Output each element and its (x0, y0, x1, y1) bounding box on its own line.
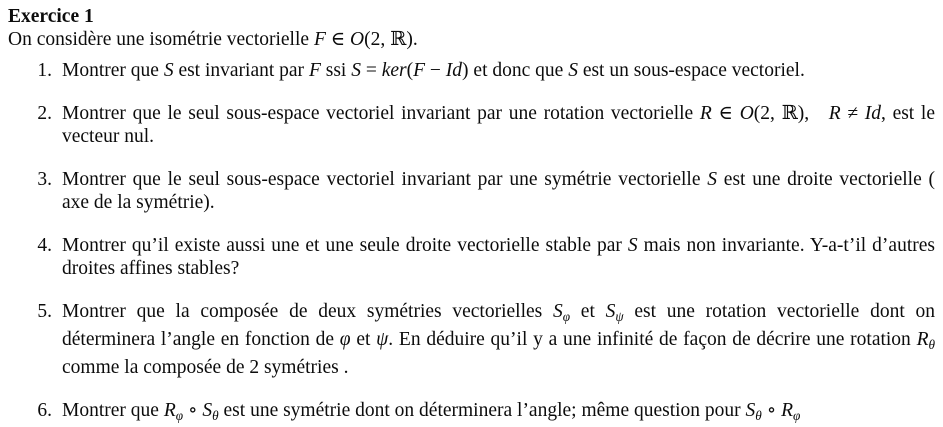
math-italic: Id (445, 60, 463, 81)
question-item-2 (8, 102, 935, 148)
text-run: mais non invariante. Y-a-t’il d’autres droites affines stables? (62, 235, 935, 279)
math-italic: ψ (376, 328, 389, 350)
math-italic: S (605, 301, 616, 322)
question-item-5 (8, 300, 935, 379)
subscript: φ (793, 407, 801, 423)
math-italic: F (413, 60, 426, 81)
text-run: ) et donc que (462, 60, 569, 81)
text-run: est un sous-espace vectoriel. (577, 60, 805, 81)
item-number: 5. (37, 301, 52, 322)
question-item-3 (8, 168, 935, 214)
text-run: Montrer que le seul sous-espace vectoriel invariant par une symétrie vectorielle (62, 169, 708, 190)
text-run: − (425, 60, 446, 81)
question-item-1 (8, 59, 935, 82)
math-italic: S (627, 235, 638, 256)
math-italic: R (699, 103, 712, 124)
math-italic: R (828, 103, 841, 124)
text-run: est une droite vectorielle ( axe de la symétrie). (62, 169, 935, 213)
text-run: et (570, 301, 606, 322)
math-italic: R (916, 328, 929, 350)
text-run: ∈ (325, 29, 351, 50)
text-run: . En déduire qu’il y a une infinité de façon de décrire une rotation (388, 328, 917, 350)
subscript: ψ (615, 308, 624, 324)
text-run: Montrer que (62, 399, 164, 421)
subscript: φ (562, 308, 571, 324)
text-run: est une symétrie dont on déterminera l’angle; même question pour (218, 399, 746, 421)
text-run: est une rotation vectorielle dont on déterminera l’angle en fonction de (62, 301, 935, 350)
question-item-4 (8, 234, 935, 280)
text-run: On considère une isométrie vectorielle (8, 29, 314, 50)
question-item-6 (8, 399, 935, 427)
subscript: θ (755, 407, 762, 423)
subscript: θ (212, 407, 219, 423)
math-italic: S (163, 60, 174, 81)
math-italic: F (313, 29, 326, 50)
question-list (8, 59, 935, 427)
text-run: Montrer que le seul sous-espace vectoriel invariant par une rotation vectorielle (62, 103, 700, 124)
text-run: (2, ℝ), (753, 103, 829, 124)
item-number: 2. (37, 103, 52, 124)
math-italic: S (707, 169, 718, 190)
text-run: ( (406, 60, 414, 81)
item-number: 6. (37, 399, 52, 421)
item-number: 3. (37, 169, 52, 190)
text-run: ≠ (840, 103, 865, 124)
math-italic: S (745, 399, 756, 421)
text-run: , est le vecteur nul. (62, 103, 936, 147)
text-run: = (360, 60, 382, 81)
subscript: φ (175, 407, 184, 423)
text-run: Montrer que la composée de deux symétries vectorielles (62, 301, 553, 322)
item-number: 4. (37, 235, 52, 256)
math-italic: Id (864, 103, 881, 124)
text-run: comme la composée de 2 symétries . (62, 356, 349, 378)
math-italic: R (163, 399, 176, 421)
compose-operator: ∘ (183, 399, 203, 421)
math-italic: S (552, 301, 563, 322)
text-run: ∈ (711, 103, 740, 124)
math-italic: R (781, 399, 794, 421)
math-italic: S (351, 60, 361, 81)
compose-operator: ∘ (761, 399, 782, 421)
math-italic: F (308, 60, 321, 81)
item-number: 1. (37, 60, 52, 81)
text-run: (2, ℝ). (364, 29, 418, 50)
text-run: Montrer qu’il existe aussi une et une seule droite vectorielle stable par (62, 235, 628, 256)
math-italic: φ (339, 328, 351, 350)
math-italic: S (568, 60, 578, 81)
exercise-title: Exercice 1 (8, 6, 94, 27)
math-italic: O (350, 29, 365, 50)
text-run: et (350, 328, 377, 350)
text-run: Montrer que (62, 60, 164, 81)
intro-paragraph (8, 28, 935, 51)
math-italic: ker (381, 60, 407, 81)
text-run: ssi (320, 60, 352, 81)
subscript: θ (928, 336, 935, 352)
math-italic: S (202, 399, 213, 421)
text-run: est invariant par (173, 60, 309, 81)
math-italic: O (739, 103, 754, 124)
